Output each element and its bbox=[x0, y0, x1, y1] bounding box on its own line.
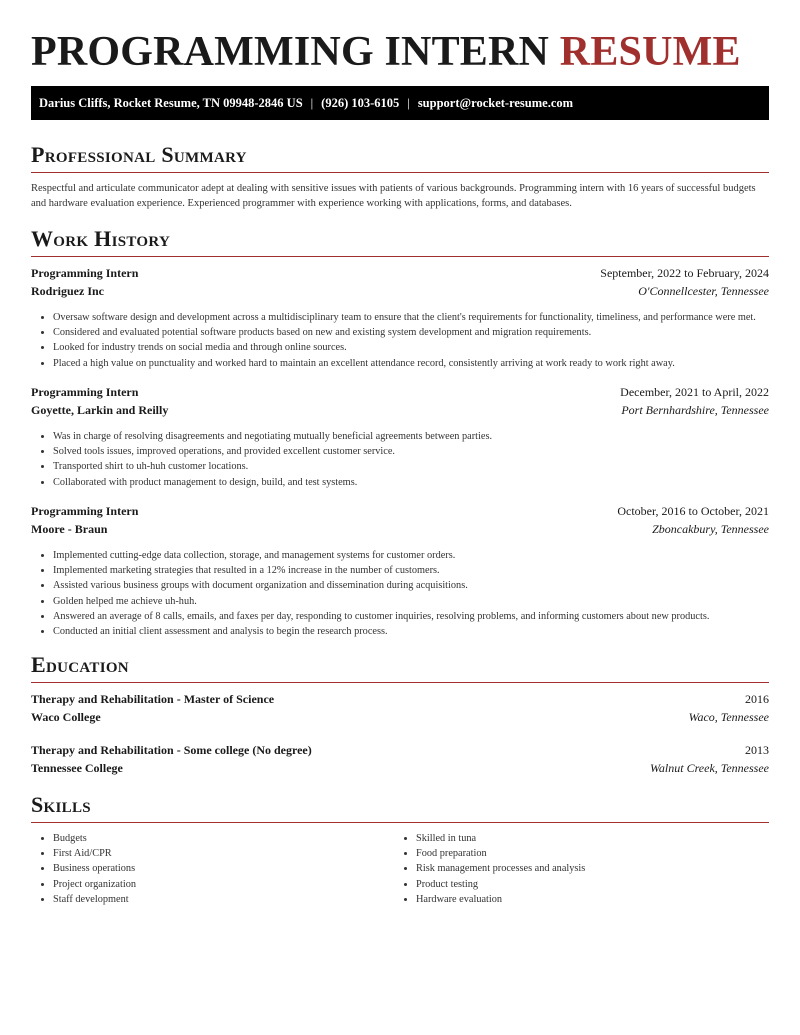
education-section bbox=[31, 652, 769, 683]
list-item: • Considered and evaluated potential software products based on new and existing system development and migration requirements. bbox=[53, 325, 769, 340]
job-entry bbox=[31, 385, 769, 490]
list-item: • Collaborated with product management to design, build, and test systems. bbox=[53, 475, 769, 490]
job-dates: October, 2016 to October, 2021 bbox=[617, 504, 769, 518]
job-dates: December, 2021 to April, 2022 bbox=[620, 385, 769, 399]
job-bullets bbox=[31, 310, 769, 371]
skill-item: • Budgets bbox=[53, 831, 394, 846]
summary-text: Respectful and articulate communicator adept at dealing with sensitive issues with patients of various backgrounds. Programming intern with 16 years of successful budgets and hardware evaluation experience. Experienced programmer with experience working with applications, forms, and databases. bbox=[31, 183, 756, 209]
list-item: • Answered an average of 8 calls, emails, and faxes per day, responding to customer inquiries, resolving problems, and informing customers about new products. bbox=[53, 609, 769, 624]
title-main: PROGRAMMING INTERN bbox=[31, 29, 550, 75]
education-year: 2016 bbox=[745, 692, 769, 706]
job-bullets bbox=[31, 548, 769, 639]
contact-bar bbox=[31, 86, 769, 120]
skills-list-right bbox=[394, 831, 757, 907]
skill-item: • Business operations bbox=[53, 861, 394, 876]
job-company: Goyette, Larkin and Reilly bbox=[31, 403, 169, 417]
school-location: Walnut Creek, Tennessee bbox=[650, 761, 769, 775]
skills-list-left bbox=[31, 831, 394, 907]
job-title: Programming Intern bbox=[31, 266, 139, 280]
education-year: 2013 bbox=[745, 743, 769, 757]
skill-item: • Skilled in tuna bbox=[416, 831, 757, 846]
job-bullets bbox=[31, 429, 769, 490]
section-heading: Education bbox=[31, 652, 129, 677]
list-item: • Oversaw software design and development across a multidisciplinary team to ensure that the client's requirements for functionality, timeliness, and performance were met. bbox=[53, 310, 769, 325]
school-name: Waco College bbox=[31, 710, 101, 724]
job-location: O'Connellcester, Tennessee bbox=[638, 284, 769, 298]
list-item: • Assisted various business groups with document organization and dissemination during acquisitions. bbox=[53, 578, 769, 593]
list-item: • Transported shirt to uh-huh customer locations. bbox=[53, 459, 769, 474]
education-entry bbox=[31, 692, 769, 728]
list-item: • Conducted an initial client assessment and analysis to begin the research process. bbox=[53, 624, 769, 639]
contact-separator: | bbox=[407, 96, 410, 110]
job-dates: September, 2022 to February, 2024 bbox=[600, 266, 769, 280]
skill-item: • Product testing bbox=[416, 877, 757, 892]
contact-separator: | bbox=[310, 96, 314, 110]
list-item: • Golden helped me achieve uh-huh. bbox=[53, 594, 769, 609]
job-company: Rodriguez Inc bbox=[31, 284, 104, 298]
list-item: • Implemented cutting-edge data collection, storage, and management systems for customer orders. bbox=[53, 548, 769, 563]
summary-section bbox=[31, 142, 769, 211]
skills-columns bbox=[31, 831, 769, 907]
list-item: • Solved tools issues, improved operations, and provided excellent customer service. bbox=[53, 444, 769, 459]
section-heading: Skills bbox=[31, 792, 91, 817]
degree-title: Therapy and Rehabilitation - Some college (No degree) bbox=[31, 743, 312, 757]
education-entry bbox=[31, 743, 769, 779]
section-heading: Work History bbox=[31, 226, 171, 251]
list-item: • Was in charge of resolving disagreements and negotiating mutually beneficial agreements between parties. bbox=[53, 429, 769, 444]
job-title: Programming Intern bbox=[31, 504, 139, 518]
skill-item: • Hardware evaluation bbox=[416, 892, 757, 907]
skill-item: • Food preparation bbox=[416, 846, 757, 861]
title-accent: RESUME bbox=[559, 29, 741, 75]
contact-email: support@rocket-resume.com bbox=[417, 96, 574, 110]
list-item: • Looked for industry trends on social media and through online sources. bbox=[53, 340, 769, 355]
skills-section bbox=[31, 792, 769, 907]
skill-item: • Staff development bbox=[53, 892, 394, 907]
section-divider bbox=[31, 256, 769, 257]
job-entry bbox=[31, 266, 769, 371]
skill-item: • Risk management processes and analysis bbox=[416, 861, 757, 876]
job-company: Moore - Braun bbox=[31, 522, 108, 536]
list-item: • Placed a high value on punctuality and worked hard to maintain an excellent attendance record, consistently arriving at work ready to work right away. bbox=[53, 356, 769, 371]
work-history-section bbox=[31, 226, 769, 257]
section-divider bbox=[31, 172, 769, 173]
section-divider bbox=[31, 822, 769, 823]
degree-title: Therapy and Rehabilitation - Master of Science bbox=[31, 692, 275, 706]
contact-phone: (926) 103-6105 bbox=[321, 96, 400, 110]
contact-address: Darius Cliffs, Rocket Resume, TN 09948-2846 US bbox=[39, 96, 303, 110]
skill-item: • Project organization bbox=[53, 877, 394, 892]
section-divider bbox=[31, 682, 769, 683]
resume-title bbox=[31, 28, 741, 76]
job-location: Port Bernhardshire, Tennessee bbox=[621, 403, 769, 417]
job-entry bbox=[31, 504, 769, 639]
section-heading: Professional Summary bbox=[31, 142, 247, 167]
skill-item: • First Aid/CPR bbox=[53, 846, 394, 861]
list-item: • Implemented marketing strategies that resulted in a 12% increase in the number of customers. bbox=[53, 563, 769, 578]
job-title: Programming Intern bbox=[31, 385, 139, 399]
job-location: Zboncakbury, Tennessee bbox=[652, 522, 769, 536]
school-name: Tennessee College bbox=[31, 761, 123, 775]
school-location: Waco, Tennessee bbox=[688, 710, 769, 724]
